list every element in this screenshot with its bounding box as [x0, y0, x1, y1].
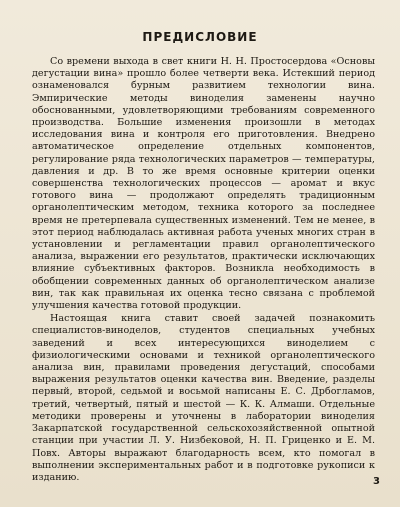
paragraph-1: Со времени выхода в свет книги Н. Н. Простосердова «Основы дегустации вина» прошло более четверти века. Истекший период ознаменовался бурным развитием технологии вина. Эмпирические методы виноделия заменены научно обоснованными, удовлетворяющими требованиям современного производства. Большие изменения произошли в методах исследования вина и контроля его приготовления. Внедрено автоматическое определение отдельных компонентов, регулирование ряда технологических параметров — температуры, давления и др. В то же время основные критерии оценки совершенства технологических процессов — аромат и вкус готового вина — продолжают определять традиционным органолептическим методом, техника которого за последнее время не претерпевала существенных изменений. Тем не менее, в этот период наблюдалась активная работа ученых многих стран в установлении и регламентации правил органолептического анализа, выражении его результатов, практически исключающих влияние субъективных факторов. Возникла необходимость в обобщении современных данных об органолептическом анализе вин, так как правильная их оценка тесно связана с проблемой улучшения качества готовой продукции.	[32, 56, 375, 312]
paragraph-2: Настоящая книга ставит своей задачей познакомить специалистов-виноделов, студентов специальных учебных заведений и всех интересующихся виноделием с физиологическими основами и техникой органолептического анализа вин, правилами проведения дегустаций, способами выражения результатов оценки качества вин. Введение, разделы первый, второй, седьмой и восьмой написаны Е. С. Дрбогламов, третий, четвертый, пятый и шестой — К. К. Алмаши. Отдельные методики проверены и уточнены в лаборатории виноделия Закарпатской государственной сельскохозяйственной опытной станции при участии Л. У. Низбековой, Н. П. Гриценко и Е. М. Повх. Авторы выражают благодарность всем, кто помогал в выполнении экспериментальных работ и в подготовке рукописи к изданию.	[32, 313, 375, 483]
body-text	[32, 56, 375, 484]
page-title: ПРЕДИСЛОВИЕ	[142, 30, 258, 44]
page-number: 3	[373, 476, 380, 487]
